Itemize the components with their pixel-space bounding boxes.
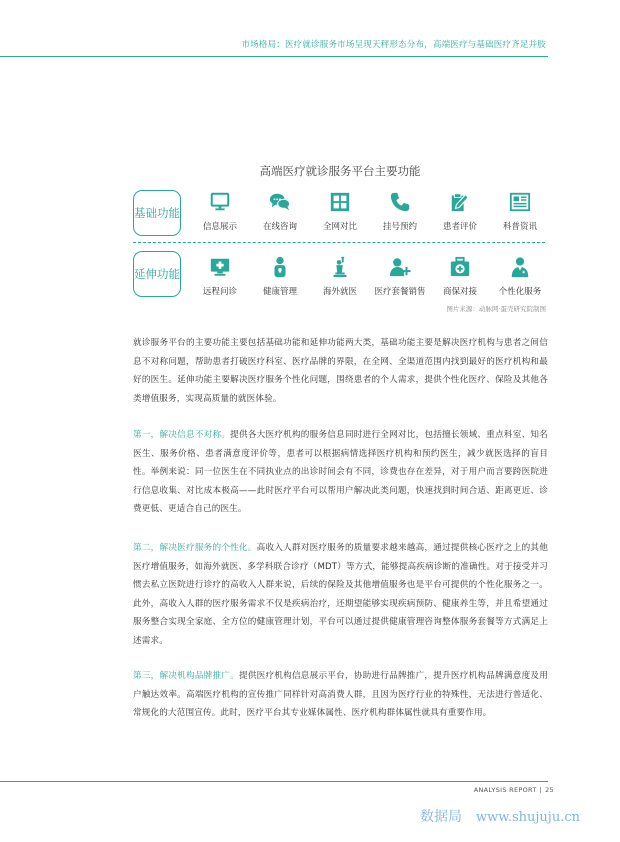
- medical-kit-icon: [449, 256, 471, 278]
- page-number: 25: [545, 786, 554, 794]
- function-label: 挂号预约: [382, 222, 417, 232]
- figure-title: 高端医疗就诊服务平台主要功能: [259, 164, 421, 178]
- function-label: 信息展示: [202, 222, 237, 232]
- extended-functions-row: [190, 256, 550, 297]
- news-icon: [509, 191, 531, 213]
- function-appointment: [370, 191, 430, 232]
- watermark-brand: 数据局: [420, 809, 463, 825]
- function-label: 全网对比: [322, 222, 357, 232]
- health-person-icon: [269, 256, 291, 278]
- paragraph-text: 提供医疗机构信息展示平台，协助进行品牌推广，提升医疗机构品牌满意度及用户触达效率。高端医疗机构的宣传推广同样针对高消费人群，且因为医疗行业的特殊性，无法进行普适化、常规化的大范围宣传。此时，医疗平台其专业媒体属性、医疗机构群体属性就具有重要作用。: [133, 671, 548, 718]
- footer-separator: |: [539, 786, 543, 794]
- function-medical-package-sales: [370, 256, 430, 297]
- edit-clipboard-icon: [449, 191, 471, 213]
- function-label: 商保对接: [442, 287, 477, 297]
- section-divider: [133, 242, 545, 243]
- phone-icon: [389, 191, 411, 213]
- extended-functions-label: 延伸功能: [133, 251, 181, 297]
- paragraph-first-point: [133, 426, 548, 519]
- function-health-management: [250, 256, 310, 297]
- function-overseas-treatment: [310, 256, 370, 297]
- function-insurance-link: [430, 256, 490, 297]
- paragraph-text: 提供各大医疗机构的服务信息同时进行全网对比，包括擅长领域、重点科室、知名医生、服务价格、患者满意度评价等，患者可以根据病情选择医疗机构和预约医生，减少就医选择的盲目性。举例来说：同一位医生在不同执业点的出诊时间会有不同，诊费也存在差异，对于用户而言要跨医院进行信息收集、对比成本极高——此时医疗平台可以帮用户解决此类问题，快速找到时间合适、距离更近、诊费更低、更适合自己的医生。: [133, 430, 548, 514]
- paragraph-intro: [133, 334, 548, 408]
- function-label: 患者评价: [442, 222, 477, 232]
- paragraph-third-point: [133, 667, 548, 723]
- function-patient-review: [430, 191, 490, 232]
- function-label: 在线咨询: [262, 222, 297, 232]
- monitor-icon: [209, 191, 231, 213]
- function-label: 海外就医: [322, 287, 357, 297]
- function-label: 健康管理: [262, 287, 297, 297]
- footer-report-label: ANALYSIS REPORT: [473, 786, 537, 794]
- function-science-news: [490, 191, 550, 232]
- function-info-display: [190, 191, 250, 232]
- function-personalized-service: [490, 256, 550, 297]
- function-remote-consult: [190, 256, 250, 297]
- footer: [474, 786, 554, 794]
- header-title: 市场格局：医疗就诊服务市场呈现天秤形态分布，高端医疗与基础医疗齐足并肢: [241, 40, 546, 50]
- paragraph-lead: 第二，解决医疗服务的个性化。: [133, 543, 257, 553]
- watermark: [420, 806, 580, 826]
- chat-bubbles-icon: [269, 191, 291, 213]
- image-source-note: 图片来源：动脉网·蛋壳研究院制图: [446, 305, 546, 313]
- paragraph-text: 就诊服务平台的主要功能主要包括基础功能和延伸功能两大类，基础功能主要是解决医疗机构与患者之间信息不对称问题，帮助患者打破医疗科室、医疗品牌的界限，在全网、全渠道范围内找到最好的医疗机构和最好的医生。延伸功能主要解决医疗服务个性化问题，围绕患者的个人需求，提供个性化医疗、保险及其他各类增值服务，实现高质量的就医体验。: [133, 338, 548, 404]
- basic-functions-row: [190, 191, 550, 232]
- statue-of-liberty-icon: [329, 256, 351, 278]
- footer-divider: [0, 781, 548, 782]
- remote-consult-icon: [209, 256, 231, 278]
- function-label: 个性化服务: [498, 287, 542, 297]
- function-label: 医疗套餐销售: [374, 287, 426, 297]
- compare-grid-icon: [329, 191, 351, 213]
- paragraph-lead: 第三，解决机构品牌推广。: [133, 671, 239, 681]
- add-person-icon: [389, 256, 411, 278]
- paragraph-text: 高收入人群对医疗服务的质量要求越来越高，通过提供核心医疗之上的其他医疗增值服务，如海外就医、多学科联合诊疗（MDT）等方式，能够提高疾病诊断的准确性。对于接受并习惯去私立医院进行诊疗的高收入人群来说，后续的保险及其他增值服务也是平台可提供的个性化服务之一。此外，高收入人群的医疗服务需求不仅是疾病治疗，还期望能够实现疾病预防、健康养生等，并且希望通过服务整合实现全家庭、全方位的健康管理计划，平台可以通过提供健康管理咨询整体服务套餐等方式满足上述需求。: [133, 543, 548, 646]
- paragraph-second-point: [133, 539, 548, 650]
- doctor-icon: [509, 256, 531, 278]
- function-network-compare: [310, 191, 370, 232]
- header-divider: [0, 56, 548, 57]
- function-label: 远程问诊: [202, 287, 237, 297]
- watermark-url: www.shujuju.cn: [476, 810, 580, 825]
- function-label: 科普资讯: [502, 222, 537, 232]
- basic-functions-label: 基础功能: [133, 190, 181, 236]
- function-online-consult: [250, 191, 310, 232]
- paragraph-lead: 第一，解决信息不对称。: [133, 430, 231, 440]
